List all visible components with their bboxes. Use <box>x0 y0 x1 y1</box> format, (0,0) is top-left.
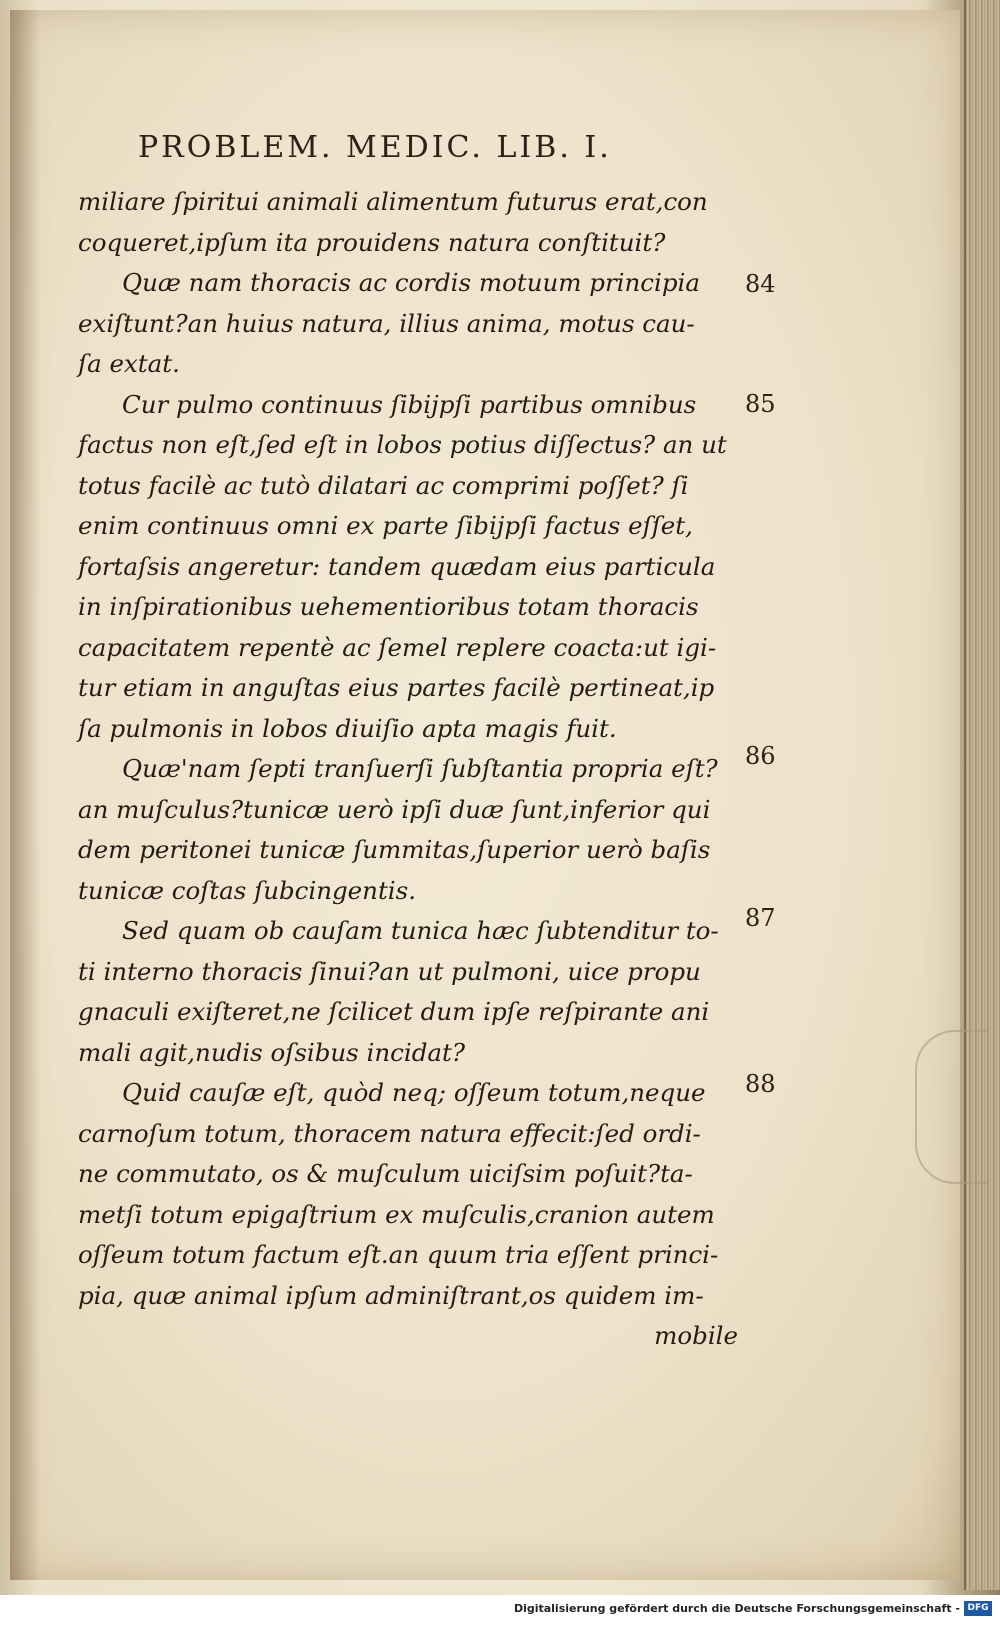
running-title: PROBLEM. MEDIC. LIB. I. <box>138 130 612 165</box>
catchword: mobile <box>654 1321 738 1350</box>
margin-numbers <box>745 182 805 1382</box>
text-line: miliare ſpiritui animali alimentum futurus erat,con <box>78 187 708 216</box>
text-line: dem peritonei tunicæ ſummitas,ſuperior uerò baſis <box>78 835 711 864</box>
text-line: in inſpirationibus uehementioribus totam thoracis <box>78 592 699 621</box>
footer-credit: Digitalisierung gefördert durch die Deutsche Forschungsgemeinschaft - <box>513 1602 960 1615</box>
text-line: ti interno thoracis ſinui?an ut pulmoni, uice propu <box>78 956 701 986</box>
text-line: carnoſum totum, thoracem natura effecit:ſed ordi- <box>78 1118 701 1148</box>
text-line: factus non eſt,ſed eſt in lobos potius diſſectus? an ut <box>78 430 727 459</box>
text-line: coqueret,ipſum ita prouidens natura conſtituit? <box>78 227 666 257</box>
page-edges <box>964 0 1000 1590</box>
text-line: Quæ'nam ſepti tranſuerſi ſubſtantia propria eſt? <box>122 754 718 783</box>
text-line: gnaculi exiſteret,ne ſcilicet dum ipſe reſpirante ani <box>78 997 710 1026</box>
text-line: totus facilè ac tutò dilatari ac comprimi poſſet? ſi <box>78 470 689 500</box>
digitization-footer <box>0 1595 1000 1625</box>
text-line: Sed quam ob cauſam tunica hæc ſubtenditur to- <box>122 916 719 945</box>
text-line: capacitatem repentè ac ſemel replere coacta:ut igi- <box>78 632 717 662</box>
body-text <box>78 182 738 1357</box>
text-line: mali agit,nudis oſsibus incidat? <box>78 1037 465 1067</box>
question-number: 87 <box>745 904 776 932</box>
question-number: 85 <box>745 390 776 418</box>
text-line: pia, quæ animal ipſum adminiſtrant,os quidem im- <box>78 1280 704 1310</box>
clasp-outline <box>915 1030 987 1184</box>
dfg-logo: DFG <box>964 1601 992 1616</box>
binding-shadow <box>10 10 40 1580</box>
text-line: Cur pulmo continuus ſibijpſi partibus omnibus <box>122 389 697 419</box>
text-line: an muſculus?tunicæ uerò ipſi duæ ſunt,inferior qui <box>78 794 711 824</box>
text-line: fortaſsis angeretur: tandem quædam eius particula <box>78 551 716 581</box>
text-line: ſa pulmonis in lobos diuiſio apta magis fuit. <box>78 713 617 743</box>
text-line: enim continuus omni ex parte ſibijpſi factus eſſet, <box>78 511 693 540</box>
text-line: Quid cauſæ eſt, quòd neq; oſſeum totum,neque <box>122 1078 706 1107</box>
text-line: tur etiam in anguſtas eius partes facilè pertineat,ip <box>78 673 715 702</box>
text-line: metſi totum epigaſtrium ex muſculis,cranion autem <box>78 1199 715 1229</box>
question-number: 84 <box>745 270 776 298</box>
question-number: 88 <box>745 1070 776 1098</box>
text-line: oſſeum totum factum eſt.an quum tria eſſent princi- <box>78 1240 719 1269</box>
text-line: exiſtunt?an huius natura, illius anima, motus cau- <box>78 308 695 338</box>
text-line: Quæ nam thoracis ac cordis motuum principia <box>122 268 700 297</box>
text-line: ſa extat. <box>78 349 180 378</box>
question-number: 86 <box>745 742 776 770</box>
text-line: tunicæ coſtas ſubcingentis. <box>78 875 416 905</box>
text-line: ne commutato, os & muſculum uiciſsim poſuit?ta- <box>78 1159 693 1188</box>
